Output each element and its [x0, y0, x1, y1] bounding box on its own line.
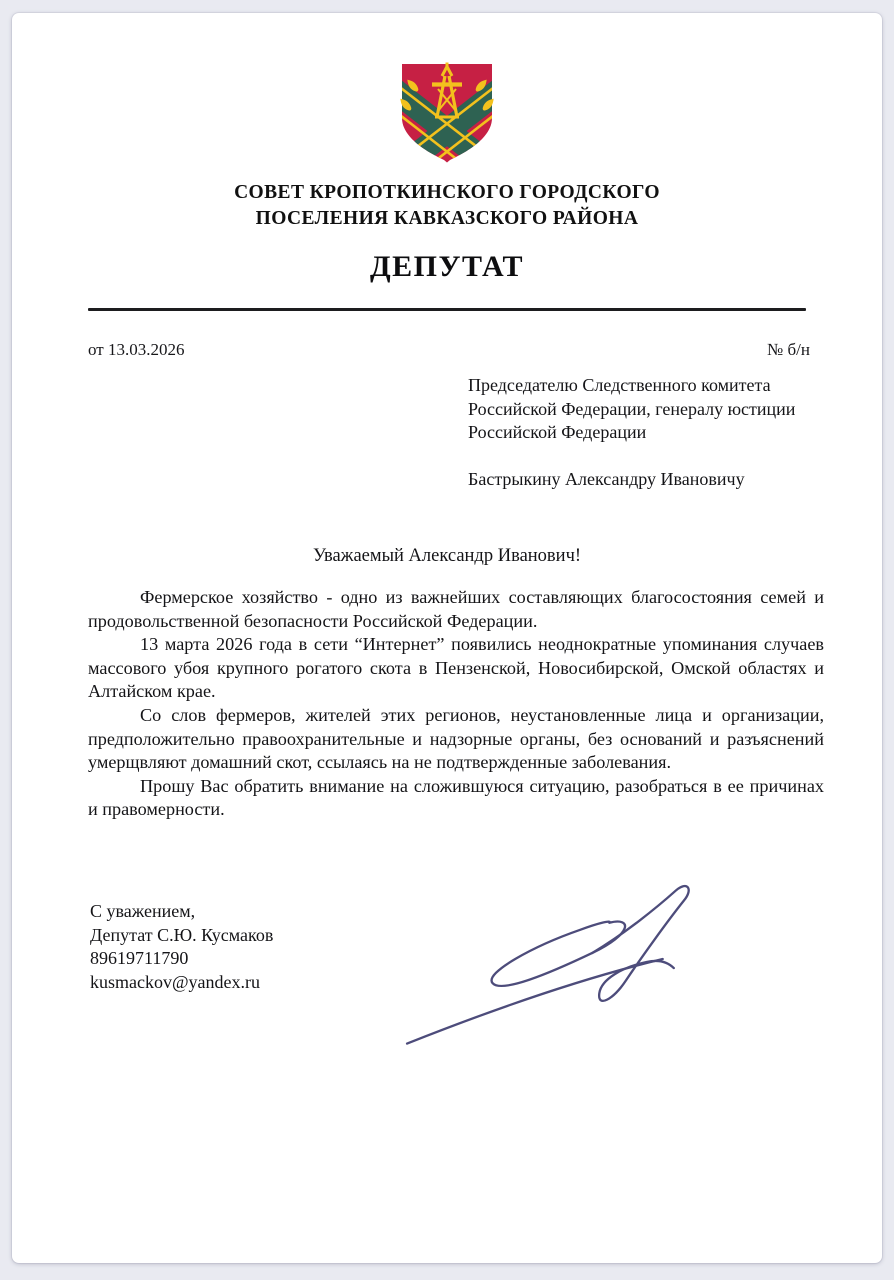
- meta-row: [88, 339, 810, 361]
- signature-phone: 89619711790: [90, 948, 189, 968]
- letterhead-divider: [88, 308, 806, 311]
- addressee-name: Бастрыкину Александру Ивановичу: [468, 468, 745, 489]
- body-paragraph: Фермерское хозяйство - одно из важнейших составляющих благосостояния семей и продовольственной безопасности Российской Федерации.: [88, 587, 824, 631]
- org-line-2: ПОСЕЛЕНИЯ КАВКАЗСКОГО РАЙОНА: [255, 208, 639, 229]
- body-paragraph: Со слов фермеров, жителей этих регионов, неустановленные лица и организации, предположительно правоохранительные и надзорные органы, без оснований и разъяснений умерщвляют домашний скот, ссылаясь на не подтвержденные заболевания.: [88, 704, 824, 773]
- signature-name: Депутат С.Ю. Кусмаков: [90, 924, 274, 945]
- letter-number: № б/н: [767, 340, 810, 359]
- salutation: Уважаемый Александр Иванович!: [312, 546, 582, 566]
- handwritten-signature: [395, 861, 707, 1053]
- addressee-line: Российской Федерации, генералу юстиции: [468, 398, 796, 419]
- document-title: ДЕПУТАТ: [369, 250, 525, 283]
- addressee-line: Российской Федерации: [468, 422, 647, 442]
- body-paragraph: 13 марта 2026 года в сети “Интернет” появились неоднократные упоминания случаев массового убоя крупного рогатого скота в Пензенской, Новосибирской, Омской областях и Алтайском крае.: [88, 634, 824, 702]
- coat-of-arms-icon: [399, 61, 495, 165]
- org-line-1: СОВЕТ КРОПОТКИНСКОГО ГОРОДСКОГО: [234, 182, 660, 203]
- letterhead-organization: [12, 180, 882, 232]
- letter-page: [12, 13, 882, 1263]
- signature-closing: С уважением,: [90, 901, 196, 921]
- letter-date: от 13.03.2026: [88, 340, 185, 359]
- addressee-block: [468, 374, 818, 491]
- addressee-line: Председателю Следственного комитета: [468, 375, 771, 395]
- signature-email: kusmackov@yandex.ru: [90, 971, 261, 992]
- letter-body: [88, 586, 824, 822]
- body-paragraph: Прошу Вас обратить внимание на сложившуюся ситуацию, разобраться в ее причинах и правомерности.: [88, 775, 824, 820]
- signature-block: [90, 900, 273, 994]
